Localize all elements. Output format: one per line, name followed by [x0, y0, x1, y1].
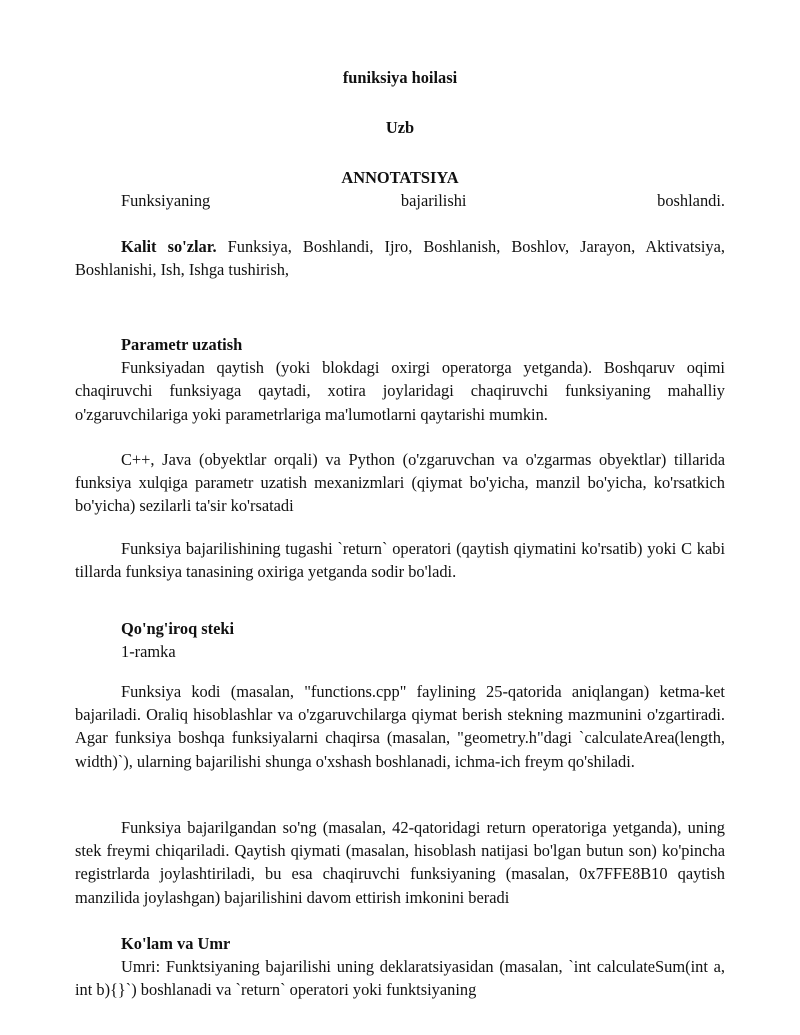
section-qongiroq-steki — [75, 617, 725, 663]
keywords-paragraph — [75, 235, 725, 281]
section-subline: 1-ramka — [121, 642, 176, 662]
section-paragraph: Funksiya bajarilgandan so'ng (masalan, 42-qatoridagi return operatoriga yetganda), uning stek freymi chiqariladi. Qaytish qiymati (masalan, hisoblash natijasi bo'lgan butun son) ko'pincha registrlarda joylashtiriladi, bu esa chaqiruvchi funksiyaning (masalan, 0x7FFE8B10 qaytish manzilida joylashgan) bajarilishini davom ettirish imkonini beradi — [75, 818, 725, 907]
section-paragraph: Umri: Funktsiyaning bajarilishi uning deklaratsiyasidan (masalan, `int calculateSum(int a, int b){}`) boshlanadi va `return` operatori yoki funktsiyaning — [75, 957, 725, 1000]
document-title: funiksiya hoilasi — [342, 68, 458, 87]
annotation-heading: ANNOTATSIYA — [341, 168, 459, 187]
annotation-block — [75, 189, 725, 212]
section-heading: Qo'ng'iroq steki — [121, 619, 235, 638]
paragraph-block — [75, 680, 725, 773]
section-kolam-va-umr — [75, 932, 725, 1002]
section-paragraph: Funksiyadan qaytish (yoki blokdagi oxirgi operatorga yetganda). Boshqaruv oqimi chaqiruvchi funksiyaga qaytadi, xotira joylaridagi chaqiruvchi funksiyaning mahalliy o'zgaruvchilariga yoki parametrlariga ma'lumotlarni qaytarishi mumkin. — [75, 358, 725, 424]
keywords-label: Kalit so'zlar. — [121, 237, 217, 256]
paragraph-block — [75, 537, 725, 583]
section-heading: Parametr uzatish — [121, 335, 243, 354]
section-parametr-uzatish — [75, 333, 725, 426]
paragraph-block — [75, 448, 725, 518]
keywords-text: Funksiya, Boshlandi, Ijro, Boshlanish, Boshlov, Jarayon, Aktivatsiya, Boshlanishi, Ish, Ishga tushirish, — [75, 237, 725, 280]
annotation-text: Funksiyaning bajarilishi boshlandi. — [121, 191, 725, 210]
document-language: Uzb — [385, 118, 415, 137]
keywords-block — [75, 235, 725, 281]
section-paragraph: Funksiya bajarilishining tugashi `return` operatori (qaytish qiymatini ko'rsatib) yoki C kabi tillarda funksiya tanasining oxiriga yetganda sodir bo'ladi. — [75, 539, 725, 582]
section-paragraph: Funksiya kodi (masalan, "functions.cpp" faylining 25-qatorida aniqlangan) ketma-ket bajariladi. Oraliq hisoblashlar va o'zgaruvchilarga qiymat berish stekning mazmunini o'zgartiradi. Agar funksiya boshqa funksiyalarni chaqirsa (masalan, "geometry.h"dagi `calculateArea(length, width)`), ularning bajarilishi shunga o'xshash boshlanadi, ichma-ich freym qo'shiladi. — [75, 682, 725, 771]
paragraph-block — [75, 816, 725, 909]
section-paragraph: C++, Java (obyektlar orqali) va Python (o'zgaruvchan va o'zgarmas obyektlar) tillarida funksiya xulqiga parametr uzatish mexanizmlari (qiymat bo'yicha, manzil bo'yicha, ko'rsatkich bo'yicha) sezilarli ta'sir ko'rsatadi — [75, 450, 725, 516]
section-heading: Ko'lam va Umr — [121, 934, 231, 953]
